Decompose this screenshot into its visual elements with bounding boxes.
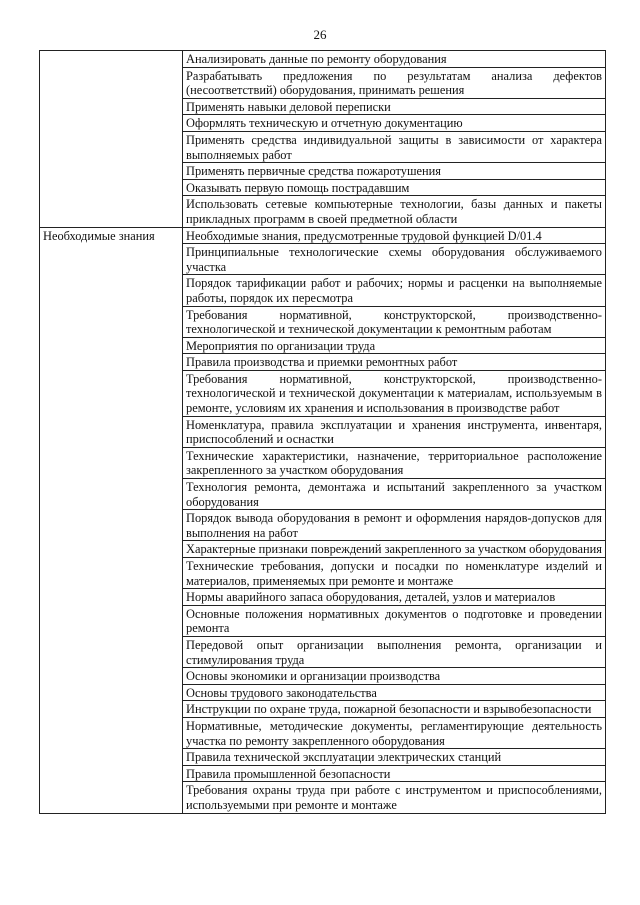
skills-item: Оформлять техническую и отчетную документацию: [183, 115, 606, 132]
knowledge-item: Требования нормативной, конструкторской, производственно-технологической и технической документации к ремонтным работам: [183, 306, 606, 337]
table-row: [40, 51, 606, 68]
page-number: 26: [313, 27, 327, 42]
knowledge-item: Номенклатура, правила эксплуатации и хранения инструмента, инвентаря, приспособлений и оснастки: [183, 416, 606, 447]
knowledge-item: Правила производства и приемки ремонтных работ: [183, 354, 606, 371]
knowledge-item: Правила промышленной безопасности: [183, 765, 606, 782]
skills-item: Анализировать данные по ремонту оборудования: [183, 51, 606, 68]
knowledge-item: Порядок тарификации работ и рабочих; нормы и расценки на выполняемые работы, порядок их пересмотра: [183, 275, 606, 306]
skills-item: Разрабатывать предложения по результатам анализа дефектов (несоответствий) оборудования, принимать решения: [183, 67, 606, 98]
knowledge-item: Порядок вывода оборудования в ремонт и оформления нарядов-допусков для выполнения на работ: [183, 510, 606, 541]
skills-group-label: [40, 51, 183, 228]
knowledge-group-label: Необходимые знания: [40, 227, 183, 813]
table-body: [40, 51, 606, 814]
knowledge-item: Нормы аварийного запаса оборудования, деталей, узлов и материалов: [183, 589, 606, 606]
knowledge-item: Основы экономики и организации производства: [183, 668, 606, 685]
knowledge-item: Требования нормативной, конструкторской, производственно-технологической и технической документации к материалам, используемым в ремонте, условиям их хранения и использования в производстве работ: [183, 370, 606, 416]
knowledge-item: Принципиальные технологические схемы оборудования обслуживаемого участка: [183, 244, 606, 275]
knowledge-item: Передовой опыт организации выполнения ремонта, организации и стимулирования труда: [183, 636, 606, 667]
knowledge-item: Мероприятия по организации труда: [183, 337, 606, 354]
skills-item: Использовать сетевые компьютерные технологии, базы данных и пакеты прикладных программ в своей предметной области: [183, 196, 606, 227]
skills-item: Применять средства индивидуальной защиты в зависимости от характера выполняемых работ: [183, 131, 606, 162]
skills-item: Применять первичные средства пожаротушения: [183, 163, 606, 180]
knowledge-item: Основные положения нормативных документов о подготовке и проведении ремонта: [183, 605, 606, 636]
knowledge-item: Технические требования, допуски и посадки по номенклатуре изделий и материалов, применяемых при ремонте и монтаже: [183, 558, 606, 589]
knowledge-item: Нормативные, методические документы, регламентирующие деятельность участка по ремонту закрепленного оборудования: [183, 717, 606, 748]
knowledge-item: Основы трудового законодательства: [183, 684, 606, 701]
knowledge-item: Технология ремонта, демонтажа и испытаний закрепленного за участком оборудования: [183, 479, 606, 510]
skills-item: Оказывать первую помощь пострадавшим: [183, 179, 606, 196]
knowledge-item: Технические характеристики, назначение, территориальное расположение закрепленного за участком оборудования: [183, 447, 606, 478]
skills-item: Применять навыки деловой переписки: [183, 98, 606, 115]
table-row: [40, 227, 606, 244]
knowledge-item: Характерные признаки повреждений закрепленного за участком оборудования: [183, 541, 606, 558]
knowledge-item: Требования охраны труда при работе с инструментом и приспособлениями, используемыми при ремонте и монтаже: [183, 782, 606, 813]
knowledge-item: Необходимые знания, предусмотренные трудовой функцией D/01.4: [183, 227, 606, 244]
knowledge-item: Правила технической эксплуатации электрических станций: [183, 749, 606, 766]
competency-table: [39, 50, 606, 814]
knowledge-item: Инструкции по охране труда, пожарной безопасности и взрывобезопасности: [183, 701, 606, 718]
